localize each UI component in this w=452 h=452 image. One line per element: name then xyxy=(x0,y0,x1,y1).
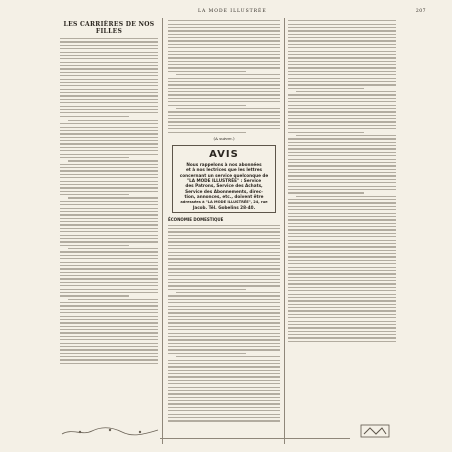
notice-line: concernant un service quelconque de xyxy=(179,172,269,178)
header-title: LA MODE ILLUSTRÉE xyxy=(198,9,267,14)
section-title: ÉCONOMIE DOMESTIQUE xyxy=(168,217,224,223)
notice-line: "LA MODE ILLUSTRÉE" : Service xyxy=(186,177,262,183)
notice-line: adressées à "LA MODE ILLUSTRÉE", 24, rue xyxy=(180,199,268,204)
column-1 xyxy=(60,18,158,448)
text-block xyxy=(60,38,158,117)
notice-line: tion, annonces, etc., doivent être xyxy=(184,194,264,200)
notice-line: Service des Abonnements, direc- xyxy=(185,188,263,194)
column-2 xyxy=(168,18,280,448)
running-header xyxy=(0,7,452,17)
notice-title: AVIS xyxy=(209,148,239,160)
text-block xyxy=(168,225,280,422)
bottom-rule xyxy=(160,438,350,439)
notice-box xyxy=(172,145,276,214)
notice-line: Nous rappelons à nos abonnées xyxy=(186,161,262,167)
page-number: 207 xyxy=(415,9,426,14)
text-block xyxy=(168,20,280,133)
text-block xyxy=(288,20,396,342)
publisher-emblem xyxy=(360,424,390,438)
text-block xyxy=(60,120,158,364)
column-3 xyxy=(288,18,396,448)
column-rule xyxy=(284,18,285,444)
notice-line: et à nos lectrices que les lettres xyxy=(185,167,263,173)
notice-line: des Patrons, Service des Achats, xyxy=(185,183,263,189)
ornament-vine xyxy=(60,426,160,436)
signature: (A suivre.) xyxy=(213,135,235,141)
notice-line: Jacob. Tél. Gobelins 28-40. xyxy=(192,205,256,210)
column-rule xyxy=(162,18,163,444)
article-title: LES CARRIÈRES DE NOS FILLES xyxy=(63,21,155,35)
